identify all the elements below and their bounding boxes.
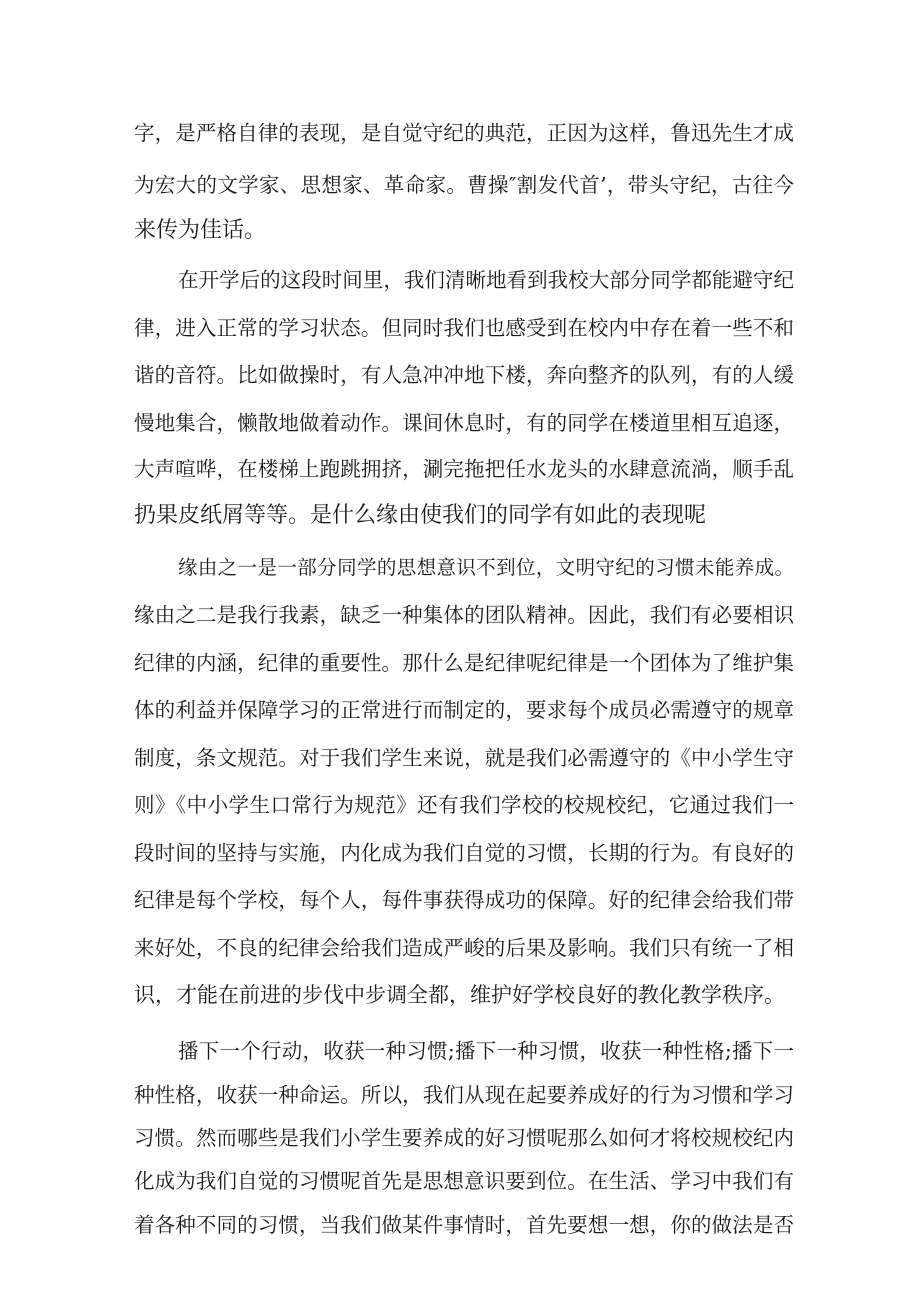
text-line: 缘由之二是我行我素，缺乏一种集体的团队精神。因此，我们有必要相识 [134,603,794,627]
text-line: 体的利益并保障学习的正常进行而制定的，要求每个成员必需遵守的规章 [134,698,794,722]
text-line: 化成为我们自觉的习惯呢首先是思想意识要到位。在生活、学习中我们有 [134,1169,794,1193]
text-line: 纪律的内涵，纪律的重要性。那什么是纪律呢纪律是一个团体为了维护集 [134,651,794,675]
text-line: 着各种不同的习惯，当我们做某件事情时，首先要想一想，你的做法是否 [134,1213,794,1237]
text-line: 扔果皮纸屑等等。是什么缘由使我们的同学有如此的表现呢 [134,503,707,528]
text-line: 大声喧哗，在楼梯上跑跳拥挤，涮完拖把任水龙头的水肆意流淌，顺手乱 [134,457,794,481]
text-line: 种性格，收获一种命运。所以，我们从现在起要养成好的行为习惯和学习 [134,1083,794,1107]
text-line: 则》《中小学生口常行为规范》还有我们学校的校规校纪，它通过我们一 [134,793,794,817]
paragraph-first-line: 播下一个行动，收获一种习惯;播下一种习惯，收获一种性格;播下一 [178,1039,794,1063]
text-line: 字，是严格自律的表现，是自觉守纪的典范，正因为这样，鲁迅先生才成 [134,121,794,145]
text-line: 律，进入正常的学习状态。但同时我们也感受到在校内中存在着一些不和 [134,316,794,340]
text-line: 谐的音符。比如做操时，有人急冲冲地下楼，奔向整齐的队列，有的人缓 [134,363,794,387]
text-line: 习惯。然而哪些是我们小学生要养成的好习惯呢那么如何才将校规校纪内 [134,1126,794,1150]
text-line: 为宏大的文学家、思想家、革命家。曹操″割发代首’，带头守纪，古往今 [134,173,794,197]
text-line: 来好处，不良的纪律会给我们造成严峻的后果及影响。我们只有统一了相 [134,936,794,960]
paragraph-first-line: 缘由之一是一部分同学的思想意识不到位，文明守纪的习惯未能养成。 [178,556,794,579]
text-line: 段时间的坚持与实施，内化成为我们自觉的习惯，长期的行为。有良好的 [134,841,794,865]
text-line: 制度，条文规范。对于我们学生来说，就是我们必需遵守的《中小学生守 [134,746,794,770]
paragraph-first-line: 在开学后的这段时间里，我们清晰地看到我校大部分同学都能避守纪 [178,268,794,292]
text-line: 纪律是每个学校，每个人，每件事获得成功的保障。好的纪律会给我们带 [134,888,794,912]
text-line: 来传为佳话。 [134,218,267,243]
text-line: 慢地集合，懒散地做着动作。课间休息时，有的同学在楼道里相互追逐， [134,411,794,435]
text-line: 识，才能在前进的步伐中步调全都，维护好学校良好的教化教学秩序。 [134,983,785,1007]
